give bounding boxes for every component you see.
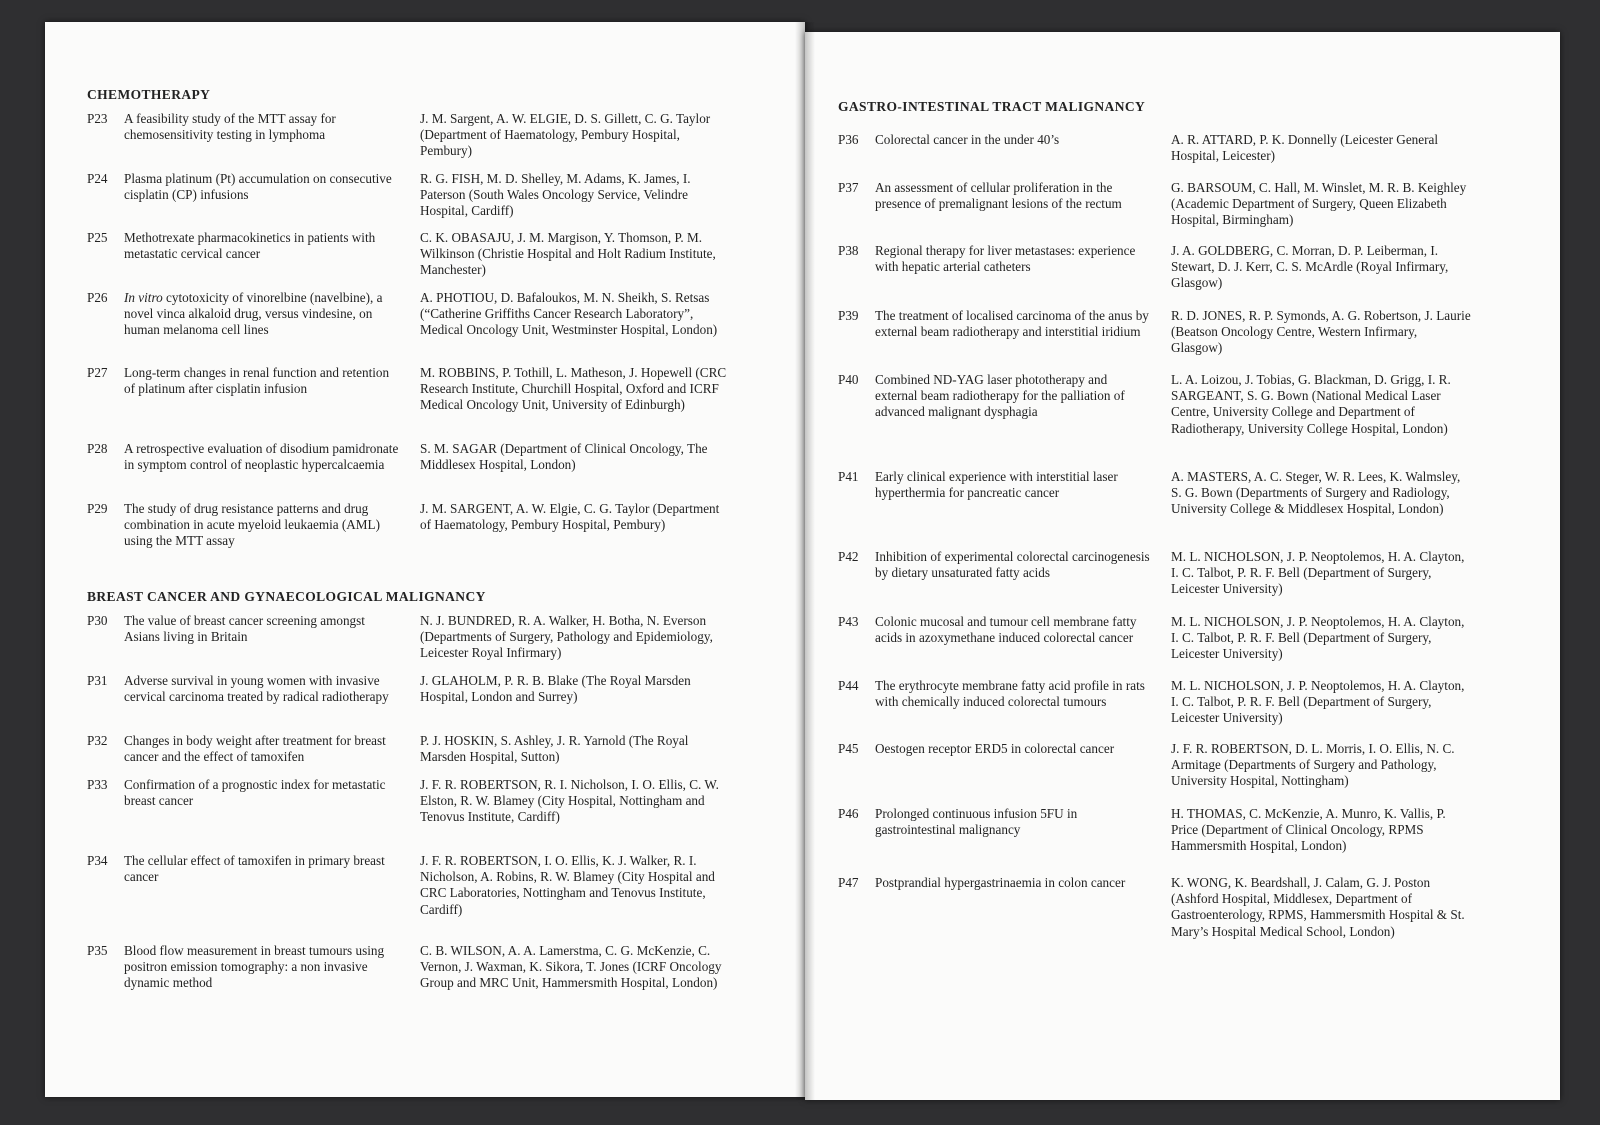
poster-number: P38 [838, 243, 859, 258]
poster-title: The cellular effect of tamoxifen in primary breast cancer [124, 853, 385, 885]
poster-number: P31 [87, 673, 108, 688]
poster-title: Inhibition of experimental colorectal carcinogenesis by dietary unsaturated fatty acids [875, 549, 1150, 581]
poster-authors: H. THOMAS, C. McKenzie, A. Munro, K. Vallis, P. Price (Department of Clinical Oncology, RPMS Hammersmith Hospital, London) [1171, 806, 1446, 854]
poster-title: The treatment of localised carcinoma of the anus by external beam radiotherapy and interstitial iridium [875, 308, 1149, 340]
poster-number: P29 [87, 501, 108, 516]
poster-number: P32 [87, 733, 108, 748]
poster-title: Confirmation of a prognostic index for metastatic breast cancer [124, 777, 386, 809]
poster-number: P39 [838, 308, 859, 323]
poster-authors: S. M. SAGAR (Department of Clinical Oncology, The Middlesex Hospital, London) [420, 441, 708, 473]
poster-title: Prolonged continuous infusion 5FU in gastrointestinal malignancy [875, 806, 1078, 838]
poster-number: P42 [838, 549, 859, 564]
poster-number: P36 [838, 132, 859, 147]
poster-number: P30 [87, 613, 108, 628]
poster-authors: M. ROBBINS, P. Tothill, L. Matheson, J. Hopewell (CRC Research Institute, Churchill Hospital, Oxford and ICRF Medical Oncology Unit, University of Edinburgh) [420, 365, 727, 413]
poster-title: Oestogen receptor ERD5 in colorectal cancer [875, 741, 1115, 756]
poster-number: P37 [838, 180, 859, 195]
poster-number: P24 [87, 171, 108, 186]
poster-number: P45 [838, 741, 859, 756]
poster-authors: C. B. WILSON, A. A. Lamerstma, C. G. McKenzie, C. Vernon, J. Waxman, K. Sikora, T. Jones (ICRF Oncology Group and MRC Unit, Hammersmith Hospital, London) [420, 943, 722, 991]
poster-title: Blood flow measurement in breast tumours using positron emission tomography: a non invasive dynamic method [124, 943, 385, 991]
poster-number: P28 [87, 441, 108, 456]
section-title-gastro-intestinal: GASTRO-INTESTINAL TRACT MALIGNANCY [838, 99, 1146, 114]
poster-number: P44 [838, 678, 859, 693]
poster-number: P26 [87, 290, 108, 305]
poster-authors: R. D. JONES, R. P. Symonds, A. G. Robertson, J. Laurie (Beatson Oncology Centre, Western Infirmary, Glasgow) [1171, 308, 1471, 356]
poster-authors: J. A. GOLDBERG, C. Morran, D. P. Leiberman, I. Stewart, D. J. Kerr, C. S. McArdle (Royal Infirmary, Glasgow) [1171, 243, 1449, 291]
poster-number: P41 [838, 469, 859, 484]
poster-authors: A. PHOTIOU, D. Bafaloukos, M. N. Sheikh, S. Retsas (“Catherine Griffiths Cancer Research Laboratory”, Medical Oncology Unit, Westminster Hospital, London) [420, 290, 718, 338]
section-title-breast-cancer: BREAST CANCER AND GYNAECOLOGICAL MALIGNANCY [87, 589, 486, 604]
poster-title [124, 290, 399, 339]
poster-title: Methotrexate pharmacokinetics in patients with metastatic cervical cancer [124, 230, 376, 262]
right-page [805, 32, 1560, 1100]
poster-authors: J. F. R. ROBERTSON, I. O. Ellis, K. J. Walker, R. I. Nicholson, A. Robins, R. W. Blamey (City Hospital and CRC Laboratories, Nottingham and Tenovus Institute, Cardiff) [420, 853, 715, 917]
poster-authors: N. J. BUNDRED, R. A. Walker, H. Botha, N. Everson (Departments of Surgery, Pathology and Epidemiology, Leicester Royal Infirmary) [420, 613, 713, 661]
book-gutter [795, 22, 815, 1100]
poster-authors: C. K. OBASAJU, J. M. Margison, Y. Thomson, P. M. Wilkinson (Christie Hospital and Holt Radium Institute, Manchester) [420, 230, 716, 278]
poster-title: Changes in body weight after treatment for breast cancer and the effect of tamoxifen [124, 733, 386, 765]
poster-title: A feasibility study of the MTT assay for chemosensitivity testing in lymphoma [124, 111, 336, 143]
poster-authors: J. F. R. ROBERTSON, R. I. Nicholson, I. O. Ellis, C. W. Elston, R. W. Blamey (City Hospital, Nottingham and Tenovus Institute, Cardiff) [420, 777, 719, 825]
poster-title: Combined ND-YAG laser phototherapy and external beam radiotherapy for the palliation of advanced malignant dysphagia [875, 372, 1125, 420]
poster-authors: J. M. Sargent, A. W. ELGIE, D. S. Gillett, C. G. Taylor (Department of Haematology, Pembury Hospital, Pembury) [420, 111, 711, 159]
poster-title: Adverse survival in young women with invasive cervical carcinoma treated by radical radiotherapy [124, 673, 389, 705]
poster-title: Regional therapy for liver metastases: experience with hepatic arterial catheters [875, 243, 1136, 275]
poster-number: P34 [87, 853, 108, 868]
poster-authors: G. BARSOUM, C. Hall, M. Winslet, M. R. B. Keighley (Academic Department of Surgery, Queen Elizabeth Hospital, Birmingham) [1171, 180, 1467, 228]
poster-authors: K. WONG, K. Beardshall, J. Calam, G. J. Poston (Ashford Hospital, Middlesex, Department of Gastroenterology, RPMS, Hammersmith Hospital & St. Mary’s Hospital Medical School, London) [1171, 875, 1465, 939]
poster-number: P43 [838, 614, 859, 629]
poster-title: A retrospective evaluation of disodium pamidronate in symptom control of neoplastic hypercalcaemia [124, 441, 399, 473]
poster-number: P25 [87, 230, 108, 245]
poster-number: P46 [838, 806, 859, 821]
poster-title: Colorectal cancer in the under 40’s [875, 132, 1060, 147]
poster-authors: M. L. NICHOLSON, J. P. Neoptolemos, H. A. Clayton, I. C. Talbot, P. R. F. Bell (Department of Surgery, Leicester University) [1171, 614, 1465, 662]
poster-authors: A. R. ATTARD, P. K. Donnelly (Leicester General Hospital, Leicester) [1171, 132, 1439, 164]
poster-authors: J. F. R. ROBERTSON, D. L. Morris, I. O. Ellis, N. C. Armitage (Departments of Surgery and Pathology, University Hospital, Nottingham) [1171, 741, 1455, 789]
poster-number: P23 [87, 111, 108, 126]
poster-authors: A. MASTERS, A. C. Steger, W. R. Lees, K. Walmsley, S. G. Bown (Departments of Surgery and Radiology, University College & Middlesex Hospital, London) [1171, 469, 1461, 517]
poster-title: Colonic mucosal and tumour cell membrane fatty acids in azoxymethane induced colorectal cancer [875, 614, 1137, 646]
poster-title: Early clinical experience with interstitial laser hyperthermia for pancreatic cancer [875, 469, 1118, 501]
poster-number: P27 [87, 365, 108, 380]
poster-title: The erythrocyte membrane fatty acid profile in rats with chemically induced colorectal tumours [875, 678, 1145, 710]
poster-authors: R. G. FISH, M. D. Shelley, M. Adams, K. James, I. Paterson (South Wales Oncology Service, Velindre Hospital, Cardiff) [420, 171, 691, 219]
poster-authors: P. J. HOSKIN, S. Ashley, J. R. Yarnold (The Royal Marsden Hospital, Sutton) [420, 733, 689, 765]
poster-authors: L. A. Loizou, J. Tobias, G. Blackman, D. Grigg, I. R. SARGEANT, S. G. Bown (National Medical Laser Centre, University College and Department of Radiotherapy, University College Hospital, London) [1171, 372, 1451, 436]
left-page [45, 22, 805, 1097]
poster-title-italic: In vitro [124, 290, 163, 305]
poster-authors: J. GLAHOLM, P. R. B. Blake (The Royal Marsden Hospital, London and Surrey) [420, 673, 691, 705]
poster-authors: J. M. SARGENT, A. W. Elgie, C. G. Taylor (Department of Haematology, Pembury Hospital, Pembury) [420, 501, 720, 533]
poster-number: P33 [87, 777, 108, 792]
poster-number: P40 [838, 372, 859, 387]
poster-title-rest: cytotoxicity of vinorelbine (navelbine), a novel vinca alkaloid drug, versus vindesine, on human melanoma cell lines [124, 290, 383, 338]
poster-title: The value of breast cancer screening amongst Asians living in Britain [124, 613, 365, 645]
poster-title: Plasma platinum (Pt) accumulation on consecutive cisplatin (CP) infusions [124, 171, 392, 203]
poster-title: The study of drug resistance patterns and drug combination in acute myeloid leukaemia (AML) using the MTT assay [124, 501, 380, 549]
poster-number: P47 [838, 875, 859, 890]
poster-authors: M. L. NICHOLSON, J. P. Neoptolemos, H. A. Clayton, I. C. Talbot, P. R. F. Bell (Department of Surgery, Leicester University) [1171, 678, 1465, 726]
poster-title: An assessment of cellular proliferation in the presence of premalignant lesions of the rectum [875, 180, 1122, 212]
poster-number: P35 [87, 943, 108, 958]
poster-title: Postprandial hypergastrinaemia in colon cancer [875, 875, 1126, 890]
poster-title: Long-term changes in renal function and retention of platinum after cisplatin infusion [124, 365, 390, 397]
section-title-chemotherapy: CHEMOTHERAPY [87, 87, 211, 102]
poster-authors: M. L. NICHOLSON, J. P. Neoptolemos, H. A. Clayton, I. C. Talbot, P. R. F. Bell (Department of Surgery, Leicester University) [1171, 549, 1465, 597]
